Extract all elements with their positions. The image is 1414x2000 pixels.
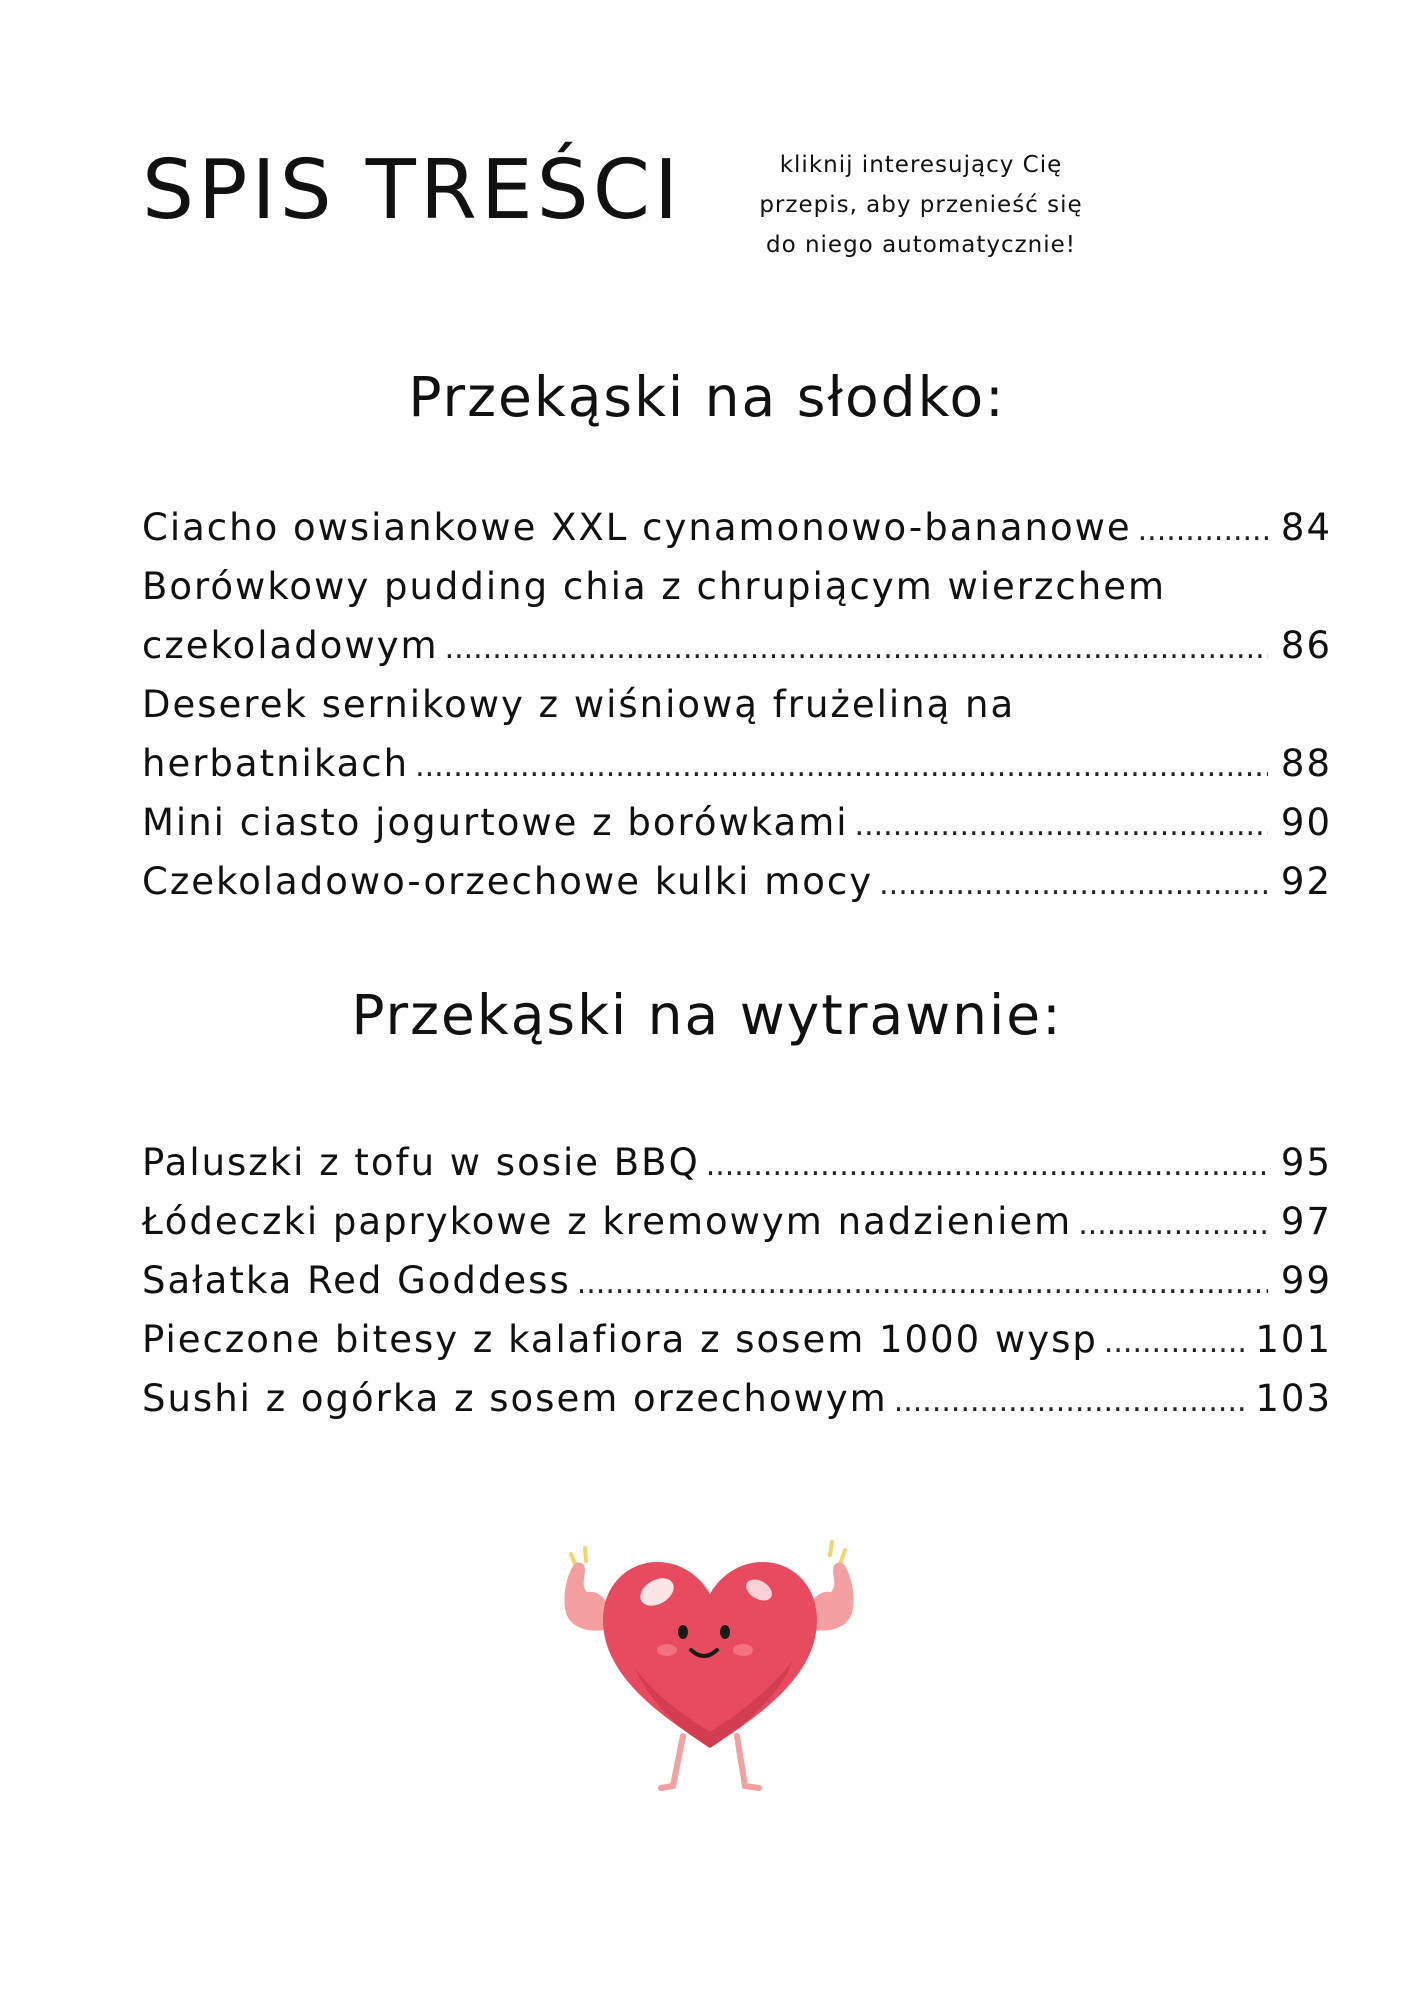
entry-title: Borówkowy pudding chia z chrupiącym wierzchem <box>142 565 1167 608</box>
entry-title: Paluszki z tofu w sosie BBQ <box>142 1141 700 1184</box>
entry-title: Czekoladowo-orzechowe kulki mocy <box>142 860 874 903</box>
section-title-savory: Przekąski na wytrawnie: <box>351 983 1063 1047</box>
toc-entry[interactable] <box>142 498 1332 557</box>
navigation-hint <box>728 145 1114 265</box>
sparkle-icon <box>571 1542 845 1566</box>
dot-leader <box>1078 1195 1268 1254</box>
page-number: 101 <box>1255 1318 1332 1361</box>
toc-entry[interactable] <box>142 1251 1332 1310</box>
entry-title: Pieczone bitesy z kalafiora z sosem 1000 wysp <box>142 1318 1098 1361</box>
page-number: 99 <box>1280 1259 1332 1302</box>
toc-entry[interactable] <box>142 1310 1332 1369</box>
dot-leader <box>706 1136 1268 1195</box>
hint-line: kliknij interesujący Cię <box>779 152 1063 178</box>
dot-leader <box>415 737 1268 796</box>
hint-line: do niego automatycznie! <box>765 232 1077 258</box>
toc-entry[interactable] <box>142 1133 1332 1192</box>
page-number: 103 <box>1255 1377 1332 1420</box>
toc-entry[interactable] <box>142 793 1332 852</box>
entry-title: Mini ciasto jogurtowe z borówkami <box>142 801 849 844</box>
toc-entry[interactable] <box>142 557 1332 675</box>
entry-title-continued: herbatnikach <box>142 742 410 785</box>
page-number: 88 <box>1280 742 1332 785</box>
entry-title: Ciacho owsiankowe XXL cynamonowo-bananowe <box>142 506 1132 549</box>
entry-title: Sushi z ogórka z sosem orzechowym <box>142 1377 888 1420</box>
toc-entry[interactable] <box>142 1192 1332 1251</box>
dot-leader <box>577 1254 1268 1313</box>
entry-title-continued: czekoladowym <box>142 624 439 667</box>
page-number: 84 <box>1280 506 1332 549</box>
toc-entry[interactable] <box>142 1369 1332 1428</box>
entry-title: Łódeczki paprykowe z kremowym nadzieniem <box>142 1200 1073 1243</box>
toc-list-savory <box>142 1133 1332 1428</box>
dot-leader <box>879 855 1268 914</box>
toc-entry[interactable] <box>142 852 1332 911</box>
page-title: SPIS TREŚCI <box>142 143 683 238</box>
entry-title: Deserek sernikowy z wiśniową frużeliną na <box>142 683 1016 726</box>
dot-leader <box>855 796 1268 855</box>
page-number: 92 <box>1280 860 1332 903</box>
flexing-heart-icon <box>545 1528 875 1798</box>
dot-leader <box>1138 501 1268 560</box>
section-title-sweet: Przekąski na słodko: <box>408 365 1006 429</box>
toc-list-sweet <box>142 498 1332 911</box>
toc-entry[interactable] <box>142 675 1332 793</box>
page-number: 97 <box>1280 1200 1332 1243</box>
dot-leader <box>894 1372 1246 1431</box>
page-number: 95 <box>1280 1141 1332 1184</box>
dot-leader <box>1104 1313 1246 1372</box>
hint-line: przepis, aby przenieść się <box>759 192 1083 218</box>
page-number: 90 <box>1280 801 1332 844</box>
page-number: 86 <box>1280 624 1332 667</box>
dot-leader <box>445 619 1268 678</box>
entry-title: Sałatka Red Goddess <box>142 1259 571 1302</box>
